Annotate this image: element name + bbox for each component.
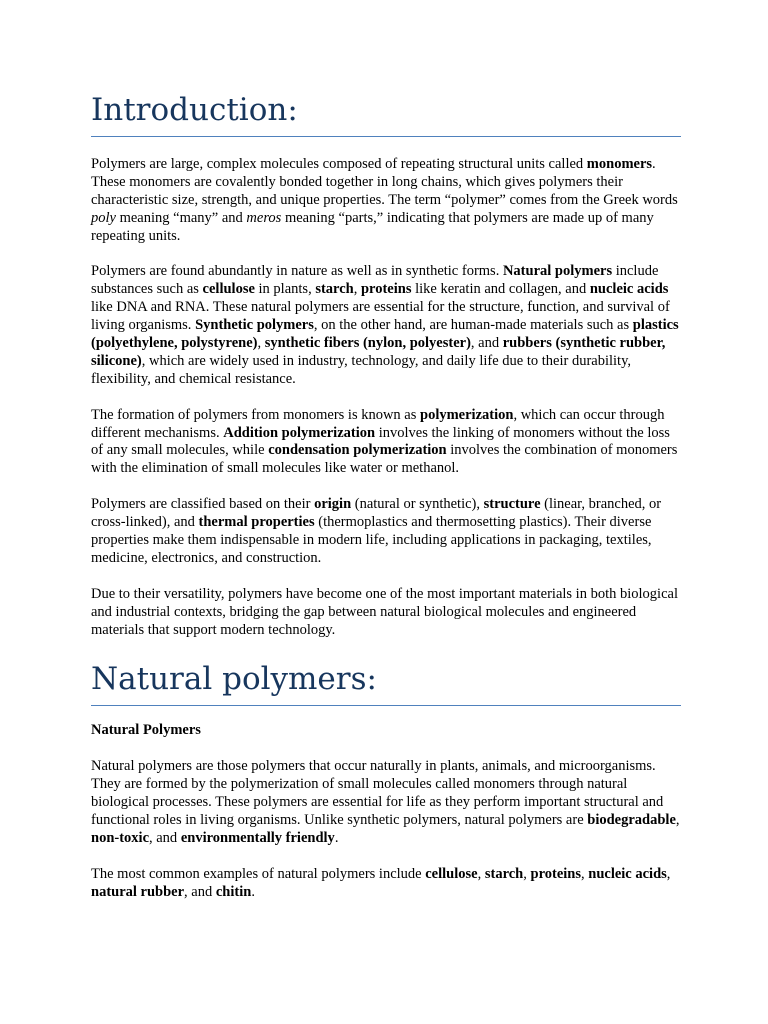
bold-term: biodegradable bbox=[587, 811, 676, 828]
text-run: meaning “parts,” indicating that polymers are made up of many repeating units. bbox=[91, 209, 654, 244]
text-run: , bbox=[477, 865, 485, 882]
text-run: involves the linking of monomers without the loss of any small molecules, while bbox=[91, 424, 670, 459]
natural-paragraph-1 bbox=[91, 758, 681, 848]
bold-term: nucleic acids bbox=[589, 281, 669, 298]
text-run: , bbox=[675, 811, 680, 828]
subheading-text: Natural Polymers bbox=[91, 722, 201, 739]
text-run: involves the combination of monomers with the elimination of small molecules like water or methanol. bbox=[91, 442, 678, 477]
bold-term: proteins bbox=[360, 281, 412, 298]
subheading-natural-polymers bbox=[91, 722, 681, 740]
bold-term: starch bbox=[484, 865, 524, 882]
bold-term: chitin bbox=[215, 883, 252, 900]
text-run: Polymers are large, complex molecules composed of repeating structural units called bbox=[91, 156, 587, 172]
text-run: . bbox=[334, 829, 339, 846]
text-run: , which can occur through different mechanisms. bbox=[91, 406, 665, 441]
bold-term: monomers bbox=[586, 156, 653, 172]
text-run: Polymers are found abundantly in nature as well as in synthetic forms. bbox=[91, 263, 503, 280]
text-run: . bbox=[251, 883, 255, 900]
text-run: The most common examples of natural polymers include bbox=[91, 865, 426, 882]
bold-term: condensation polymerization bbox=[268, 442, 447, 459]
bold-term: starch bbox=[315, 281, 354, 298]
text-run: , bbox=[581, 865, 589, 882]
bold-term: environmentally friendly bbox=[180, 829, 335, 846]
bold-term: rubbers (synthetic rubber, silicone) bbox=[91, 335, 666, 369]
text-run: (natural or synthetic), bbox=[351, 496, 484, 513]
text-run: , and bbox=[149, 829, 181, 846]
bold-term: cellulose bbox=[425, 865, 478, 882]
text-run: , and bbox=[184, 883, 216, 900]
text-run: , and bbox=[470, 335, 503, 352]
heading-natural-polymers: Natural polymers: bbox=[91, 659, 681, 706]
text-run: like DNA and RNA. These natural polymers are essential for the structure, function, and survival of living organisms. bbox=[91, 299, 670, 334]
text-run: in plants, bbox=[254, 281, 316, 298]
natural-paragraph-2 bbox=[91, 866, 681, 902]
bold-term: Synthetic polymers bbox=[195, 317, 314, 334]
bold-term: Addition polymerization bbox=[223, 424, 376, 441]
bold-term: thermal properties bbox=[198, 514, 315, 531]
text-run: , bbox=[523, 865, 531, 882]
text-run: Polymers are classified based on their bbox=[91, 496, 315, 513]
intro-paragraph-5 bbox=[91, 586, 681, 640]
document-body bbox=[91, 90, 681, 919]
bold-term: plastics (polyethylene, polystyrene) bbox=[91, 317, 679, 352]
intro-paragraph-1 bbox=[91, 156, 681, 246]
bold-term: polymerization bbox=[420, 406, 514, 423]
text-run: (linear, branched, or cross-linked), and bbox=[91, 496, 662, 531]
text-run: . These monomers are covalently bonded together in long chains, which gives polymers their characteristic size, strength, and unique properties. The term “polymer” comes from the Greek words bbox=[91, 156, 678, 208]
text-run: , bbox=[666, 865, 671, 882]
text-run: , bbox=[353, 281, 361, 298]
italic-term: meros bbox=[246, 209, 282, 226]
bold-term: nucleic acids bbox=[588, 865, 667, 882]
text-run: Natural polymers are those polymers that occur naturally in plants, animals, and microorganisms. They are formed by the polymerization of small molecules called monomers through natural biological processes. These polymers are essential for life as they perform important structural and functional roles in living organisms. Unlike synthetic polymers, natural polymers are bbox=[91, 758, 664, 828]
bold-term: origin bbox=[314, 496, 352, 513]
bold-term: non-toxic bbox=[91, 829, 149, 846]
text-run: like keratin and collagen, and bbox=[411, 281, 590, 298]
bold-term: Natural polymers bbox=[502, 263, 613, 280]
heading-introduction: Introduction: bbox=[91, 90, 681, 137]
text-run: Due to their versatility, polymers have become one of the most important materials in both biological and industrial contexts, bridging the gap between natural biological molecules and engineered materials that support modern technology. bbox=[91, 585, 678, 638]
intro-paragraph-4 bbox=[91, 496, 681, 568]
text-run: , which are widely used in industry, technology, and daily life due to their durability, flexibility, and chemical resistance. bbox=[91, 352, 632, 387]
text-run: meaning “many” and bbox=[115, 209, 247, 226]
text-run: (thermoplastics and thermosetting plastics). Their diverse properties make them indispensable in modern life, including applications in packaging, textiles, medicine, electronics, and construction. bbox=[91, 514, 652, 566]
bold-term: cellulose bbox=[202, 281, 255, 298]
bold-term: synthetic fibers (nylon, polyester) bbox=[264, 335, 471, 352]
text-run: , on the other hand, are human-made materials such as bbox=[313, 317, 633, 334]
bold-term: structure bbox=[483, 496, 541, 513]
intro-paragraph-2 bbox=[91, 263, 681, 388]
intro-paragraph-3 bbox=[91, 407, 681, 479]
text-run: include substances such as bbox=[91, 263, 659, 298]
bold-term: natural rubber bbox=[91, 883, 185, 900]
text-run: , bbox=[257, 335, 265, 352]
text-run: The formation of polymers from monomers is known as bbox=[91, 406, 421, 423]
bold-term: proteins bbox=[530, 865, 581, 882]
italic-term: poly bbox=[91, 209, 116, 226]
